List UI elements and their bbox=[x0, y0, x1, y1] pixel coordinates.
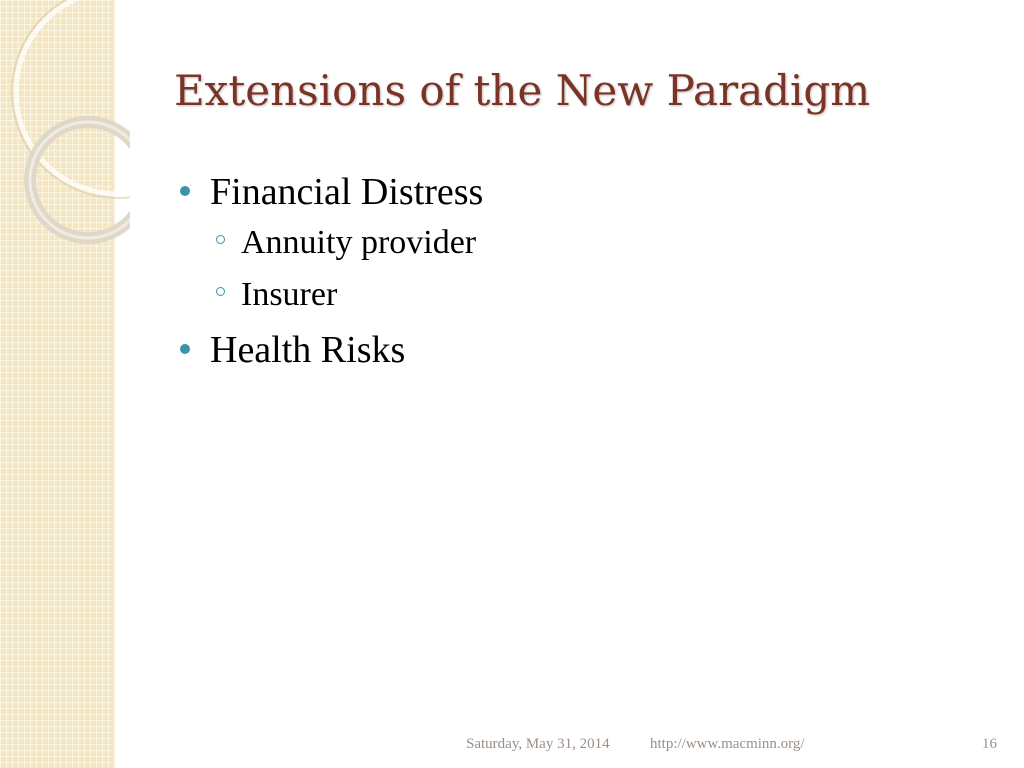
slide-number: 16 bbox=[982, 736, 997, 752]
bullet-dot-icon bbox=[180, 344, 190, 354]
bullet-dot-icon bbox=[180, 186, 190, 196]
bullet-label: Health Risks bbox=[210, 329, 406, 371]
bullet-label: Financial Distress bbox=[210, 171, 484, 213]
bullet-ring-icon bbox=[216, 235, 225, 244]
bullet-list bbox=[180, 170, 980, 382]
sub-bullet-label: Annuity provider bbox=[241, 224, 477, 261]
sub-bullet-item-insurer bbox=[216, 276, 980, 314]
sub-bullet-label: Insurer bbox=[241, 276, 338, 313]
slide-title: Extensions of the New Paradigm bbox=[174, 66, 871, 115]
bullet-item-financial-distress bbox=[180, 170, 980, 214]
sub-bullet-item-annuity-provider bbox=[216, 224, 980, 262]
bullet-ring-icon bbox=[216, 287, 225, 296]
footer-date: Saturday, May 31, 2014 bbox=[466, 736, 610, 752]
small-ring-highlight bbox=[30, 122, 130, 238]
footer-url: http://www.macminn.org/ bbox=[650, 736, 805, 752]
bullet-item-health-risks bbox=[180, 328, 980, 372]
decorative-rings bbox=[0, 0, 130, 260]
